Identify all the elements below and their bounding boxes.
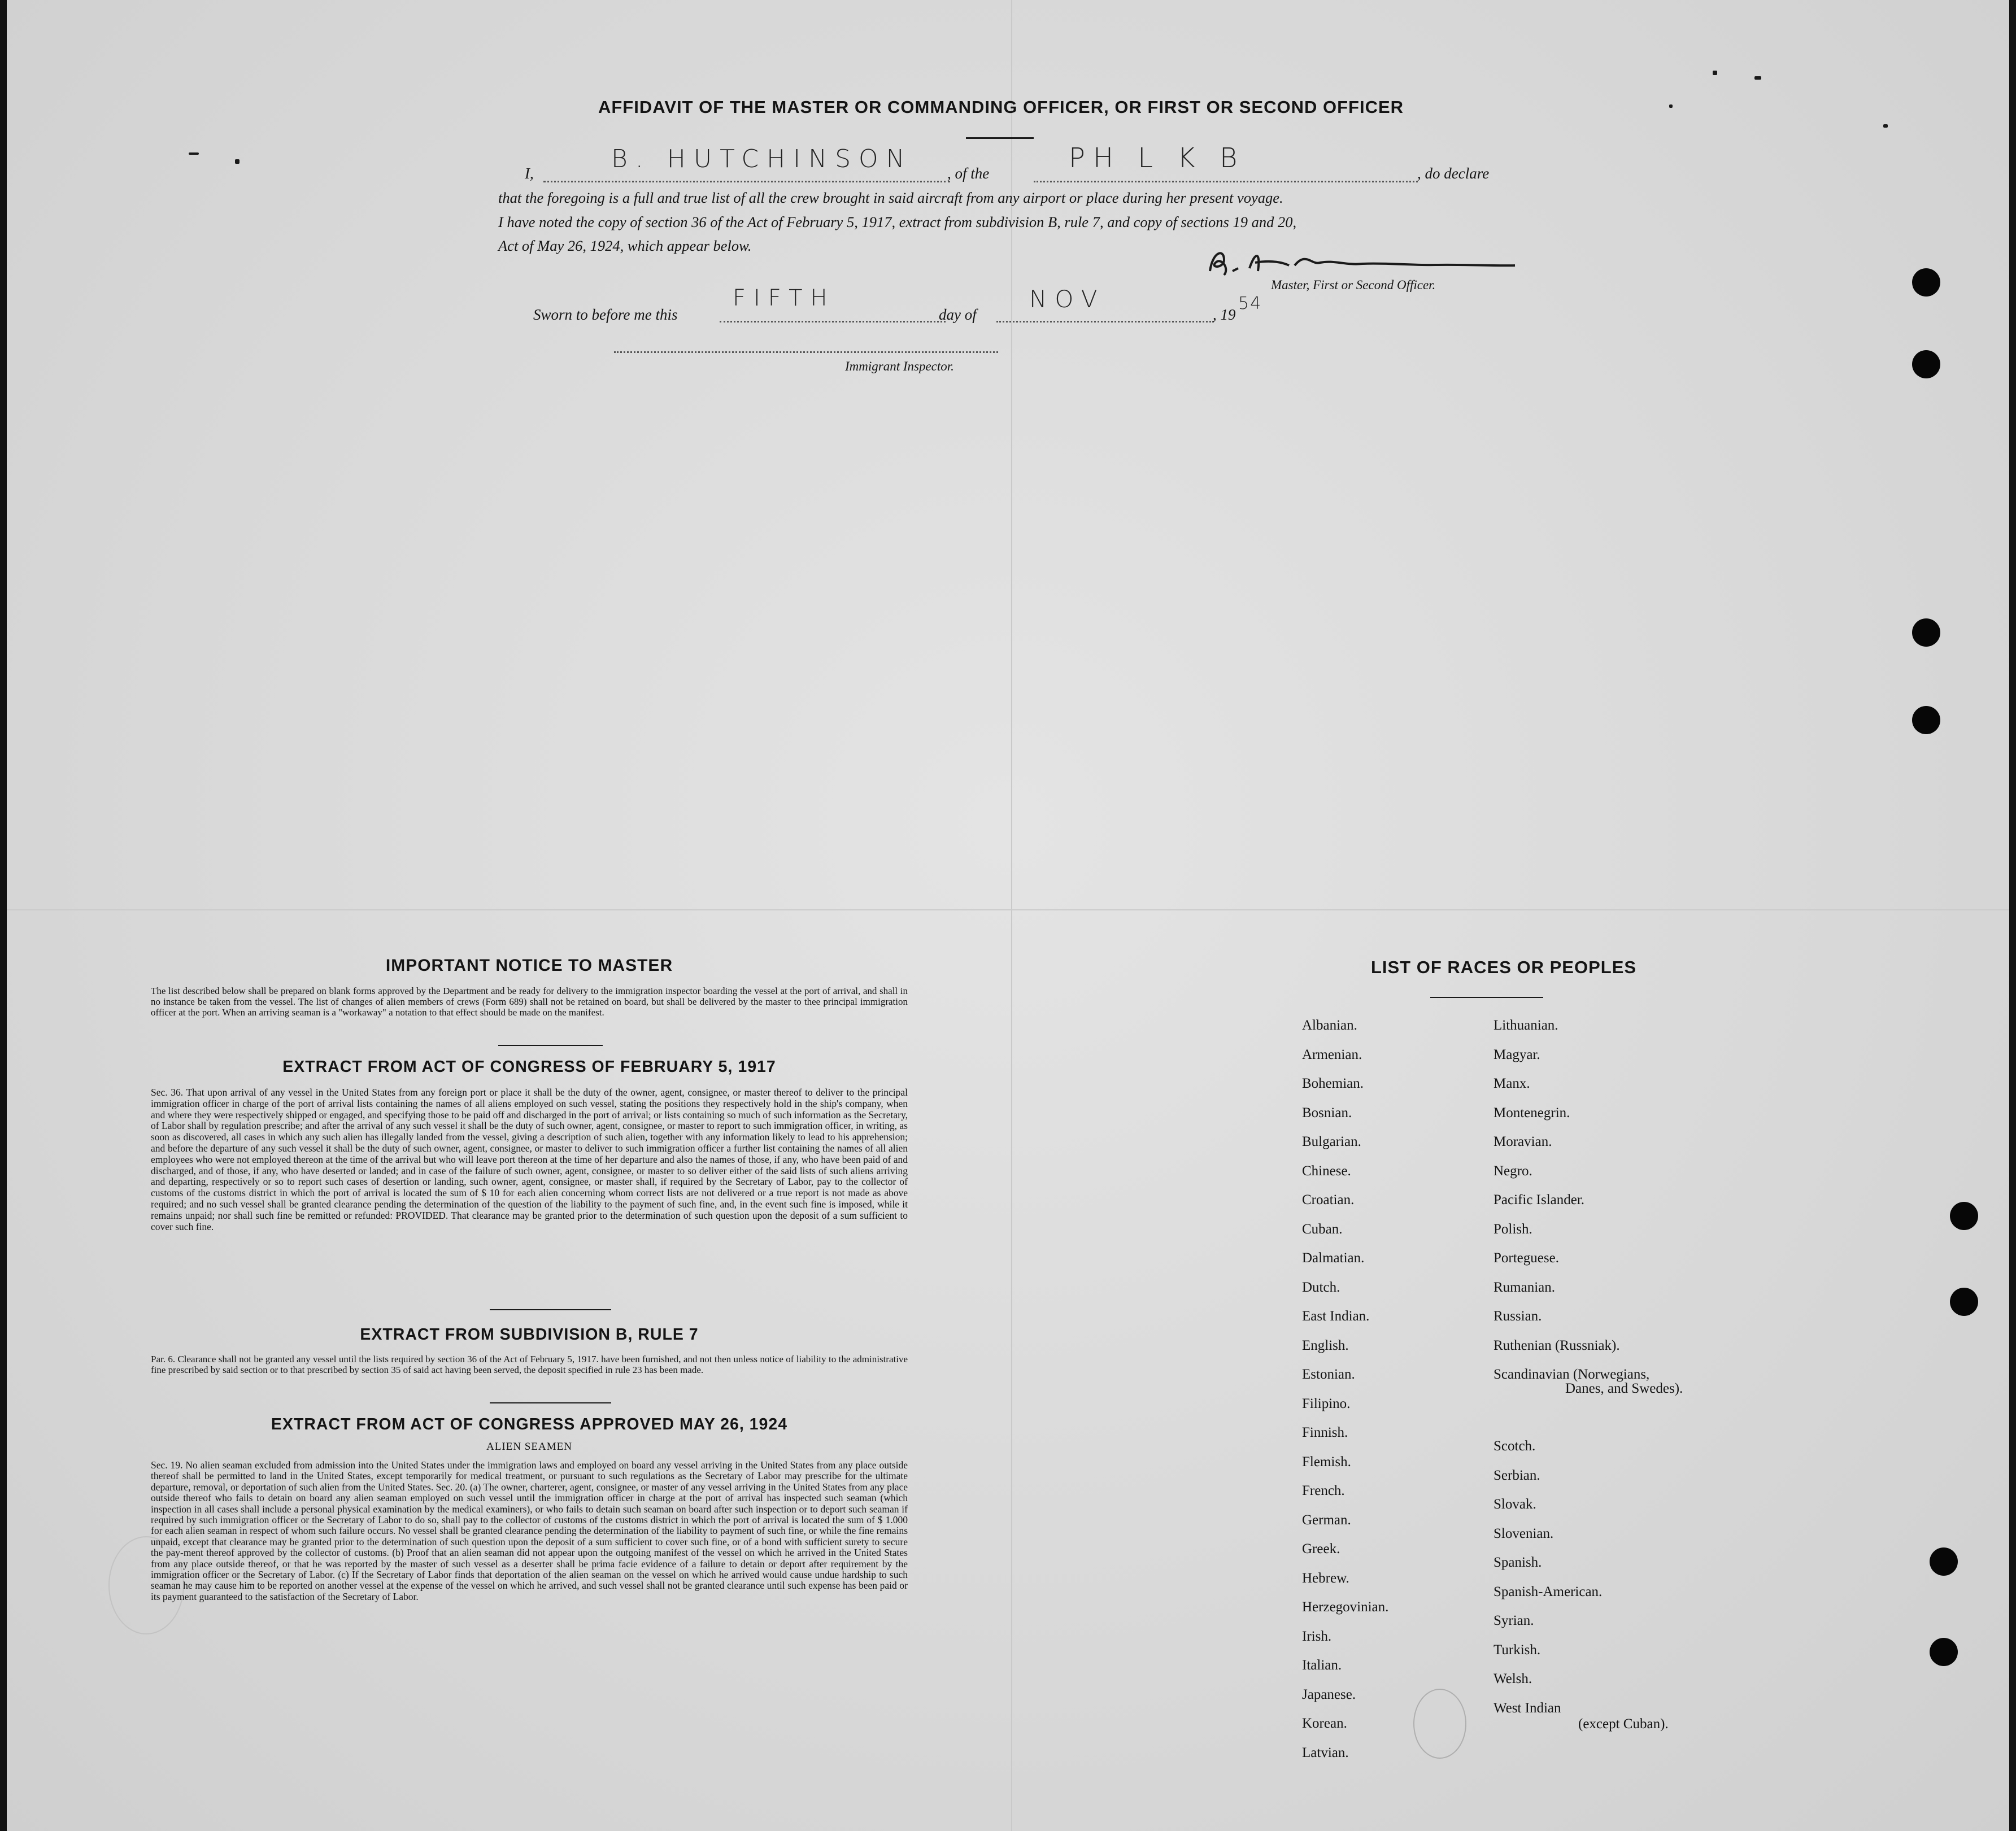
affidavit-line-2: that the foregoing is a full and true list of all the crew brought in said aircraft from any airport or place during her present voyage. (498, 189, 1283, 206)
punch-hole (1912, 350, 1940, 378)
race-item: Ruthenian (Russniak). (1494, 1337, 1620, 1353)
subdivision-b-text: Par. 6. Clearance shall not be granted any vessel until the lists required by section 36 of the Act of February 5, 1917. have been furnished, and not then unless notice of liability to the administrative fine prescribed by said section or to that prescribed by section 35 of said act having been served, the deposit specified in rule 23 has been made. (151, 1354, 908, 1375)
punch-hole (1912, 618, 1940, 647)
race-item: Manx. (1494, 1076, 1530, 1091)
race-item: Hebrew. (1302, 1570, 1349, 1586)
day-field-line (720, 321, 946, 322)
inspector-signature-line (614, 351, 998, 353)
race-item: Armenian. (1302, 1047, 1362, 1062)
handwritten-year: 54 (1238, 294, 1262, 313)
race-item: Serbian. (1494, 1467, 1540, 1483)
extract-1924-subtitle: ALIEN SEAMEN (486, 1441, 572, 1453)
section-rule (498, 1045, 603, 1046)
punch-hole (1930, 1547, 1958, 1576)
race-item: Italian. (1302, 1658, 1342, 1673)
punch-hole (1912, 268, 1940, 297)
affidavit-i-label: I, (525, 165, 534, 182)
title-rule (966, 137, 1034, 139)
affidavit-of-the: , of the (947, 165, 990, 182)
handwritten-day: FIFTH (733, 285, 835, 311)
document-sheet (7, 0, 2009, 1831)
race-item: Finnish. (1302, 1425, 1348, 1440)
punch-hole (1950, 1202, 1978, 1230)
year-prefix: , 19 (1213, 306, 1236, 323)
extract-1917-title: EXTRACT FROM ACT OF CONGRESS OF FEBRUARY 5, 1917 (282, 1058, 776, 1076)
month-field-line (996, 321, 1214, 322)
races-title-rule (1430, 997, 1543, 998)
handwritten-month: NOV (1029, 285, 1105, 313)
extract-1917-text: Sec. 36. That upon arrival of any vessel in the United States from any foreign port or place it shall be the duty of the owner, agent, consignee, or master thereof to deliver to the principal immigration officer in charge of the port of arrival lists containing the names of all aliens employed on such vessel, stating the positions they respectively hold in the ship's company, when and where they were respectively shipped or engaged, and specifying those to be paid off and discharged in the port of arrival; or lists containing so much of such information as the Secretary, of Labor shall by regulation prescribe; and after the arrival of any such vessel it shall be the duty of such owner, agent, consignee, or master to report to such immigration officer, in writing, as soon as discovered, all cases in which any such alien has illegally landed from the vessel, giving a description of such alien, together with any information likely to lead to his apprehension; and before the departure of any such vessel it shall be the duty of such owner, agent, consignee, or master to deliver to such immigration officer a further list containing the names of all alien employees who were not employed thereon at the time of the arrival but who will leave port thereon at the time of her departure and also the names of those, if any, who have been paid of and discharged, and of those, if any, who have deserted or landed; and in case of the failure of such owner, agent, consignee, or master to so deliver either of the said lists of such aliens arriving and departing, respectively or so to report such cases of desertion or landing, such owner, agent, consignee, or master shall, if required by the Secretary of Labor, pay to the collector of customs of the customs district in which the port of arrival is located the sum of $ 10 for each alien concerning whom correct lists are not delivered or a true report is not made as above required; and no such vessel shall be granted clearance pending the determination of the question of the liability to the payment of such fine, and, in the event such fine is imposed, while it remains unpaid; nor shall such fine be remitted or refunded: PROVIDED. That clearance may be granted prior to the determination of such question upon the deposit of a sum sufficient to cover such fine. (151, 1087, 908, 1232)
affidavit-do-declare: , do declare (1417, 165, 1490, 182)
punch-hole (1930, 1638, 1958, 1666)
race-item: Bosnian. (1302, 1105, 1352, 1121)
race-item: Spanish-American. (1494, 1584, 1603, 1599)
race-item: Danes, and Swedes). (1565, 1381, 1683, 1396)
faint-stamp (108, 1536, 184, 1634)
race-item: Dalmatian. (1302, 1250, 1365, 1266)
extract-1924-text: Sec. 19. No alien seaman excluded from admission into the United States under the immigration laws and employed on board any vessel arriving in the United States from any place outside thereof shall be permitted to land in the United States, except temporarily for medical treatment, or pursuant to such regulations as the Secretary of Labor may prescribe for the ultimate departure, removal, or deportation of such alien from the United States. Sec. 20. (a) The owner, charterer, agent, consignee, or master of any vessel arriving in the United States from any place outside thereof who fails to detain on board any alien seaman employed on such vessel until the immigration officer in charge at the port of arrival has inspected such seaman (which inspection in all cases shall include a personal physical examination by the medical examiners), or who fails to detain such seaman on board after such inspection or to deport such seaman if required by such immigration officer or the Secretary of Labor to do so, shall pay to the collector of customs of the customs district in which the port of arrival is located the sum of $ 1.000 for each alien seaman in respect of whom such failure occurs. No vessel shall be granted clearance pending the determination of the liability to payment of such fine, or while the fine remains unpaid, except that clearance may be granted prior to the determination of such question upon the deposit of a sum sufficient to cover such fine, or of a bond with sufficient surety to secure the pay-ment thereof approved by the collector of customs. (b) Proof that an alien seaman did not appear upon the outgoing manifest of the vessel on which he arrived in the United States from any place outside thereof, or that he was reported by the master of such vessel as a deserter shall be prima facie evidence of a failure to detain or deport after requirement by the immigration officer or the Secretary of Labor. (c) If the Secretary of Labor finds that deportation of the alien seaman on the vessel on which he arrived would cause undue hardship to such seaman he may cause him to be reported on another vessel at the expense of the vessel on which he arrived, and such vessel shall not be granted clearance until such expense has been paid or its payment guaranteed to the satisfaction of the Secretary of Labor. (151, 1459, 908, 1602)
race-item: Slovak. (1494, 1497, 1536, 1512)
race-item: Pacific Islander. (1494, 1192, 1585, 1207)
race-item: Greek. (1302, 1541, 1340, 1557)
punch-hole (1912, 706, 1940, 734)
notice-text: The list described below shall be prepared on blank forms approved by the Department and be ready for delivery to the immigration inspector boarding the vessel at the port of arrival, and shall in no instance be taken from the vessel. The list of changes of alien members of crews (Form 689) shall not be retained on board, but shall be delivered by the master to thee principal immigration officer at the port. When an arriving seaman is a "workaway" a notation to that effect should be made on the manifest. (151, 986, 908, 1018)
handwritten-vessel: PH L K B (1069, 142, 1246, 174)
race-item: German. (1302, 1512, 1351, 1528)
speck (1754, 76, 1761, 80)
affidavit-line-3: I have noted the copy of section 36 of the Act of February 5, 1917, extract from subdivision B, rule 7, and copy of sections 19 and 20, (498, 213, 1297, 230)
race-item: Irish. (1302, 1628, 1332, 1644)
race-item: Lithuanian. (1494, 1018, 1558, 1033)
affidavit-line-4: Act of May 26, 1924, which appear below. (498, 237, 752, 254)
speck (1713, 71, 1717, 75)
name-field-line (543, 181, 950, 182)
punch-hole (1950, 1288, 1978, 1316)
race-item: West Indian (1494, 1700, 1561, 1716)
races-left-column (1302, 1011, 1388, 1767)
affidavit-title: AFFIDAVIT OF THE MASTER OR COMMANDING OFFICER, OR FIRST OR SECOND OFFICER (598, 97, 1404, 117)
extract-1924-title: EXTRACT FROM ACT OF CONGRESS APPROVED MAY 26, 1924 (271, 1415, 788, 1433)
day-of-label: day of (939, 306, 977, 323)
race-item: Bohemian. (1302, 1076, 1364, 1091)
race-item: Rumanian. (1494, 1279, 1556, 1295)
race-item: Flemish. (1302, 1454, 1351, 1470)
fold-line-vertical (1011, 0, 1012, 1831)
subdivision-b-title: EXTRACT FROM SUBDIVISION B, RULE 7 (360, 1326, 699, 1344)
signature-caption: Master, First or Second Officer. (1271, 278, 1436, 292)
faint-stamp (1413, 1689, 1466, 1759)
race-item: Croatian. (1302, 1192, 1355, 1207)
race-item: Montenegrin. (1494, 1105, 1570, 1121)
race-item: Porteguese. (1494, 1250, 1559, 1266)
inspector-caption: Immigrant Inspector. (845, 359, 954, 373)
race-item: Scotch. (1494, 1438, 1536, 1454)
race-item: Bulgarian. (1302, 1134, 1361, 1149)
speck (1883, 124, 1888, 128)
speck (189, 152, 199, 155)
race-item: Russian. (1494, 1309, 1542, 1324)
race-item: East Indian. (1302, 1309, 1370, 1324)
section-rule (490, 1402, 611, 1403)
vessel-field-line (1034, 181, 1418, 182)
race-item: Syrian. (1494, 1613, 1534, 1628)
race-item: (except Cuban). (1578, 1716, 1669, 1732)
race-item: Japanese. (1302, 1686, 1356, 1702)
race-item: French. (1302, 1483, 1345, 1498)
race-item: Filipino. (1302, 1396, 1351, 1411)
race-item: English. (1302, 1337, 1349, 1353)
race-item: Slovenian. (1494, 1525, 1554, 1541)
race-item: Spanish. (1494, 1555, 1542, 1570)
race-item: Estonian. (1302, 1367, 1355, 1382)
race-item: Scandinavian (Norwegians, (1494, 1367, 1650, 1382)
handwritten-name: B. HUTCHINSON (611, 145, 913, 173)
race-item: Latvian. (1302, 1745, 1349, 1760)
race-item: Albanian. (1302, 1018, 1357, 1033)
race-item: Korean. (1302, 1716, 1347, 1731)
sworn-prefix: Sworn to before me this (533, 306, 678, 323)
speck (1669, 104, 1673, 108)
notice-title: IMPORTANT NOTICE TO MASTER (385, 956, 673, 975)
speck (235, 159, 240, 164)
race-item: Chinese. (1302, 1163, 1351, 1179)
race-item: Welsh. (1494, 1671, 1532, 1686)
race-item: Negro. (1494, 1163, 1532, 1179)
race-item: Moravian. (1494, 1134, 1552, 1149)
races-right-column (1494, 1011, 1683, 1732)
race-item: Turkish. (1494, 1642, 1541, 1658)
race-item: Cuban. (1302, 1221, 1343, 1237)
races-title: LIST OF RACES OR PEOPLES (1370, 957, 1637, 977)
race-item: Polish. (1494, 1221, 1532, 1237)
race-item: Dutch. (1302, 1279, 1340, 1295)
fold-line-horizontal (7, 909, 2009, 910)
race-item: Herzegovinian. (1302, 1599, 1389, 1615)
race-item: Magyar. (1494, 1047, 1540, 1062)
section-rule (490, 1309, 611, 1310)
